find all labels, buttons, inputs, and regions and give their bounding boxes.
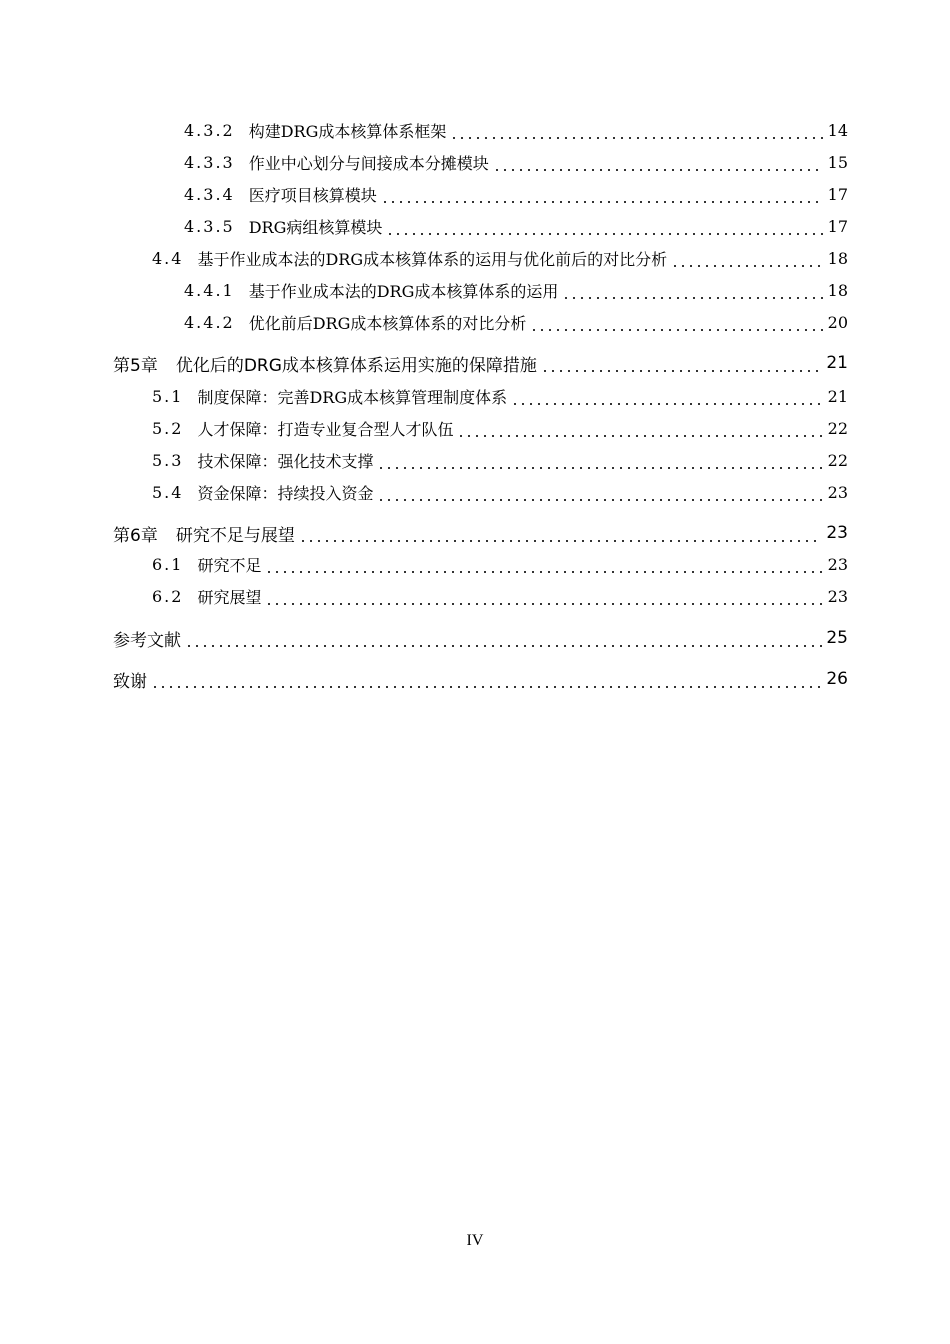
- toc-dot-leader: [381, 185, 824, 203]
- toc-entry-title: 优化前后DRG成本核算体系的对比分析: [248, 313, 527, 333]
- toc-entry-number: 4.3.3: [184, 152, 235, 172]
- toc-chapter-title: 致谢: [113, 671, 147, 692]
- toc-entry-page: 15: [827, 152, 848, 172]
- toc-entry[interactable]: [184, 117, 848, 143]
- toc-chapter-number: 第6章: [113, 525, 158, 546]
- toc-entry-page: 25: [826, 628, 848, 648]
- toc-dot-leader: [530, 313, 823, 331]
- toc-dot-leader: [493, 153, 824, 171]
- toc-entry-number: 4.3.5: [184, 216, 235, 236]
- toc-dot-leader: [457, 419, 823, 437]
- toc-entry-title: 基于作业成本法的DRG成本核算体系的运用与优化前后的对比分析: [197, 249, 668, 269]
- toc-chapter-title: 研究不足与展望: [175, 525, 295, 546]
- toc-dot-leader: [450, 121, 823, 139]
- toc-dot-leader: [299, 524, 823, 542]
- toc-entry-title: DRG病组核算模块: [248, 217, 383, 237]
- toc-entry-number: 4.3.4: [184, 184, 235, 204]
- toc-dot-leader: [386, 217, 823, 235]
- toc-entry-page: 22: [827, 418, 848, 438]
- toc-chapter-title: 优化后的DRG成本核算体系运用实施的保障措施: [175, 355, 537, 376]
- toc-dot-leader: [151, 670, 822, 688]
- toc-entry[interactable]: [184, 277, 848, 303]
- toc-entry-page: 20: [827, 312, 848, 332]
- toc-entry-number: 5.3: [152, 450, 184, 470]
- toc-dot-leader: [185, 629, 822, 647]
- toc-entry[interactable]: [152, 551, 848, 577]
- toc-dot-leader: [377, 451, 823, 469]
- toc-entry[interactable]: [184, 213, 848, 239]
- toc-entry-number: 6.1: [152, 554, 184, 574]
- toc-entry-number: 4.3.2: [184, 120, 235, 140]
- toc-entry[interactable]: [184, 149, 848, 175]
- toc-entry-title: 构建DRG成本核算体系框架: [248, 121, 447, 141]
- toc-entry-title: 资金保障：持续投入资金: [197, 483, 374, 503]
- toc-dot-leader: [265, 587, 823, 605]
- toc-entry-page: 18: [827, 280, 848, 300]
- toc-entry[interactable]: [152, 583, 848, 609]
- toc-acknowledgements-entry[interactable]: [113, 666, 848, 692]
- toc-entry-title: 制度保障：完善DRG成本核算管理制度体系: [197, 387, 508, 407]
- toc-dot-leader: [671, 249, 824, 267]
- toc-entry-page: 17: [827, 184, 848, 204]
- toc-entry-title: 研究展望: [197, 587, 262, 607]
- toc-dot-leader: [541, 354, 822, 372]
- toc-entry-title: 作业中心划分与间接成本分摊模块: [248, 153, 489, 173]
- toc-entry[interactable]: [152, 415, 848, 441]
- toc-entry-title: 研究不足: [197, 555, 262, 575]
- toc-entry-number: 5.2: [152, 418, 184, 438]
- toc-entry-page: 23: [827, 482, 848, 502]
- toc-entry-page: 26: [826, 669, 848, 689]
- toc-entry[interactable]: [152, 245, 848, 271]
- toc-entry-page: 17: [827, 216, 848, 236]
- toc-entry-page: 21: [827, 386, 848, 406]
- toc-dot-leader: [562, 281, 823, 299]
- toc-chapter-entry[interactable]: [113, 350, 848, 376]
- page-number: IV: [466, 1232, 484, 1249]
- toc-entry-title: 人才保障：打造专业复合型人才队伍: [197, 419, 454, 439]
- toc-entry-number: 5.1: [152, 386, 184, 406]
- toc-entry-page: 22: [827, 450, 848, 470]
- toc-entry-title: 医疗项目核算模块: [248, 185, 377, 205]
- toc-entry-number: 5.4: [152, 482, 184, 502]
- toc-references-entry[interactable]: [113, 625, 848, 651]
- toc-entry[interactable]: [152, 447, 848, 473]
- toc-entry-page: 18: [827, 248, 848, 268]
- toc-entry-page: 23: [826, 523, 848, 543]
- toc-entry[interactable]: [152, 383, 848, 409]
- toc-entry[interactable]: [152, 479, 848, 505]
- toc-chapter-number: 第5章: [113, 355, 158, 376]
- toc-entry-number: 4.4.2: [184, 312, 235, 332]
- toc-dot-leader: [377, 483, 823, 501]
- toc-chapter-title: 参考文献: [113, 630, 181, 651]
- toc-chapter-entry[interactable]: [113, 520, 848, 546]
- toc-entry-title: 技术保障：强化技术支撑: [197, 451, 374, 471]
- toc-entry-number: 6.2: [152, 586, 184, 606]
- toc-entry-page: 21: [826, 353, 848, 373]
- toc-entry-page: 23: [827, 554, 848, 574]
- toc-entry-number: 4.4: [152, 248, 184, 268]
- toc-entry-title: 基于作业成本法的DRG成本核算体系的运用: [248, 281, 559, 301]
- toc-dot-leader: [265, 555, 823, 573]
- toc-entry-page: 14: [827, 120, 848, 140]
- toc-entry[interactable]: [184, 181, 848, 207]
- toc-entry[interactable]: [184, 309, 848, 335]
- toc-entry-number: 4.4.1: [184, 280, 235, 300]
- toc-dot-leader: [511, 387, 824, 405]
- toc-entry-page: 23: [827, 586, 848, 606]
